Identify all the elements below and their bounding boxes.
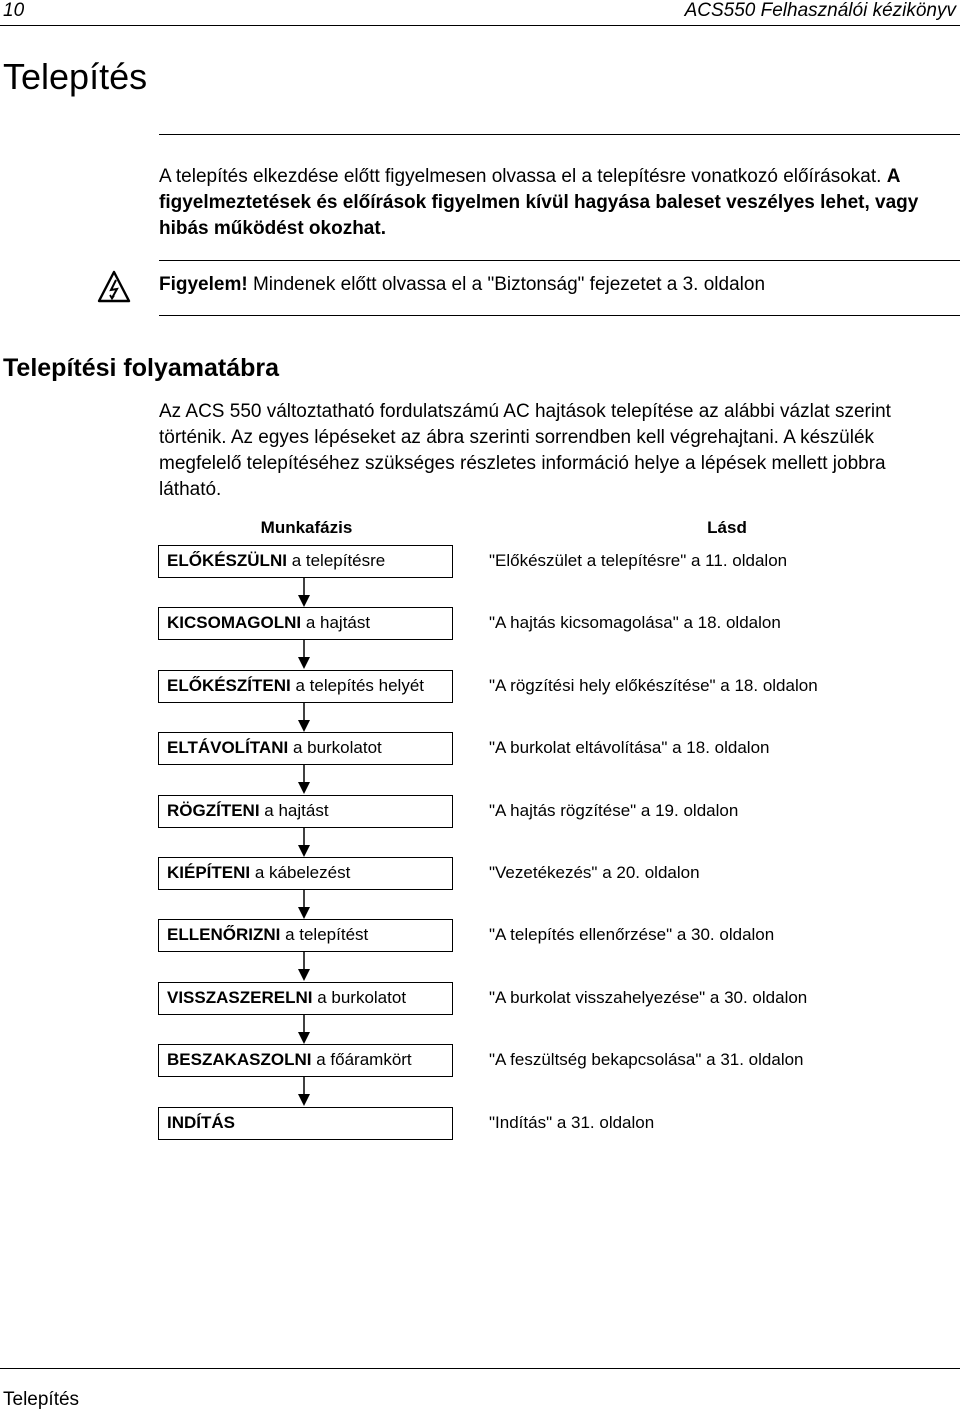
step-object: a hajtást xyxy=(264,801,329,820)
step-object: a telepítést xyxy=(285,925,369,944)
flowchart-step-box xyxy=(158,982,453,1015)
flowchart-step-box xyxy=(158,607,453,640)
step-object: a kábelezést xyxy=(254,863,351,882)
column-header-task: Munkafázis xyxy=(260,518,353,537)
step-verb: VISSZASZERELNI xyxy=(167,988,313,1007)
footer-rule xyxy=(0,1368,960,1369)
section-title: Telepítési folyamatábra xyxy=(3,354,280,382)
step-reference: "A hajtás kicsomagolása" a 18. oldalon xyxy=(489,613,781,632)
flow-arrow-down-icon xyxy=(298,640,310,670)
step-object: a hajtást xyxy=(305,613,371,632)
flowchart-step-box xyxy=(158,857,453,890)
flowchart-step-box xyxy=(158,1044,453,1077)
step-verb: BESZAKASZOLNI xyxy=(167,1050,312,1069)
step-verb: ELŐKÉSZÍTENI xyxy=(167,676,291,695)
flow-arrow-down-icon xyxy=(298,890,310,920)
flowchart-step-box xyxy=(158,1107,453,1140)
flow-arrow-down-icon xyxy=(298,828,310,858)
footer-section-name: Telepítés xyxy=(3,1389,80,1410)
flowchart-step-box xyxy=(158,545,453,578)
warning-message: Mindenek előtt olvassa el a "Biztonság" fejezetet a 3. oldalon xyxy=(252,274,766,295)
intro-bold-text: A figyelmeztetések és előírások figyelmen kívül hagyása baleset veszélyes lehet, vagy hibás működést okozhat. xyxy=(159,166,919,239)
step-reference: "A hajtás rögzítése" a 19. oldalon xyxy=(489,801,739,820)
page-title: Telepítés xyxy=(3,56,148,97)
step-verb: ELTÁVOLÍTANI xyxy=(167,738,289,757)
step-reference: "A telepítés ellenőrzése" a 30. oldalon xyxy=(489,925,775,944)
flow-arrow-down-icon xyxy=(298,1077,310,1107)
warning-label: Figyelem! xyxy=(159,274,248,295)
step-verb: ELLENŐRIZNI xyxy=(167,925,281,944)
flow-arrow-down-icon xyxy=(298,703,310,733)
step-reference: "Előkészület a telepítésre" a 11. oldalon xyxy=(489,551,788,570)
document-title: ACS550 Felhasználói kézikönyv xyxy=(684,0,956,21)
section-paragraph: Az ACS 550 változtatható fordulatszámú AC hajtások telepítése az alábbi vázlat szerint történik. Az egyes lépéseket az ábra szerinti sorrendben kell végrehajtani. A készülék megfelelő telepítéséhez szükséges részletes információ helye a lépések mellett jobbra látható. xyxy=(159,401,891,500)
flowchart-step-box xyxy=(158,919,453,952)
step-verb: KIÉPÍTENI xyxy=(167,863,251,882)
step-reference: "Indítás" a 31. oldalon xyxy=(489,1113,655,1132)
step-reference: "A burkolat visszahelyezése" a 30. oldalon xyxy=(489,988,808,1007)
step-verb: KICSOMAGOLNI xyxy=(167,613,302,632)
step-verb: INDÍTÁS xyxy=(167,1113,235,1132)
flowchart-step-box xyxy=(158,795,453,828)
step-object: a telepítés helyét xyxy=(295,676,424,695)
flow-arrow-down-icon xyxy=(298,952,310,982)
flowchart-step-box xyxy=(158,670,453,703)
intro-normal-text: A telepítés elkezdése előtt figyelmesen olvassa el a telepítésre vonatkozó előírásokat. xyxy=(159,166,882,187)
step-object: a burkolatot xyxy=(292,738,382,757)
step-reference: "Vezetékezés" a 20. oldalon xyxy=(489,863,700,882)
step-object: a telepítésre xyxy=(291,551,386,570)
flow-arrow-down-icon xyxy=(298,578,310,608)
step-object: a főáramkört xyxy=(316,1050,412,1069)
step-reference: "A burkolat eltávolítása" a 18. oldalon xyxy=(489,738,770,757)
step-verb: RÖGZÍTENI xyxy=(167,801,260,820)
flowchart-step-box xyxy=(158,732,453,765)
page-number: 10 xyxy=(3,0,25,21)
step-object: a burkolatot xyxy=(317,988,407,1007)
flow-arrow-down-icon xyxy=(298,1015,310,1045)
step-reference: "A rögzítési hely előkészítése" a 18. oldalon xyxy=(489,676,818,695)
column-header-reference-text: Lásd xyxy=(707,518,747,537)
step-verb: ELŐKÉSZÜLNI xyxy=(167,551,287,570)
flow-arrow-down-icon xyxy=(298,765,310,795)
step-reference: "A feszültség bekapcsolása" a 31. oldalon xyxy=(489,1050,804,1069)
